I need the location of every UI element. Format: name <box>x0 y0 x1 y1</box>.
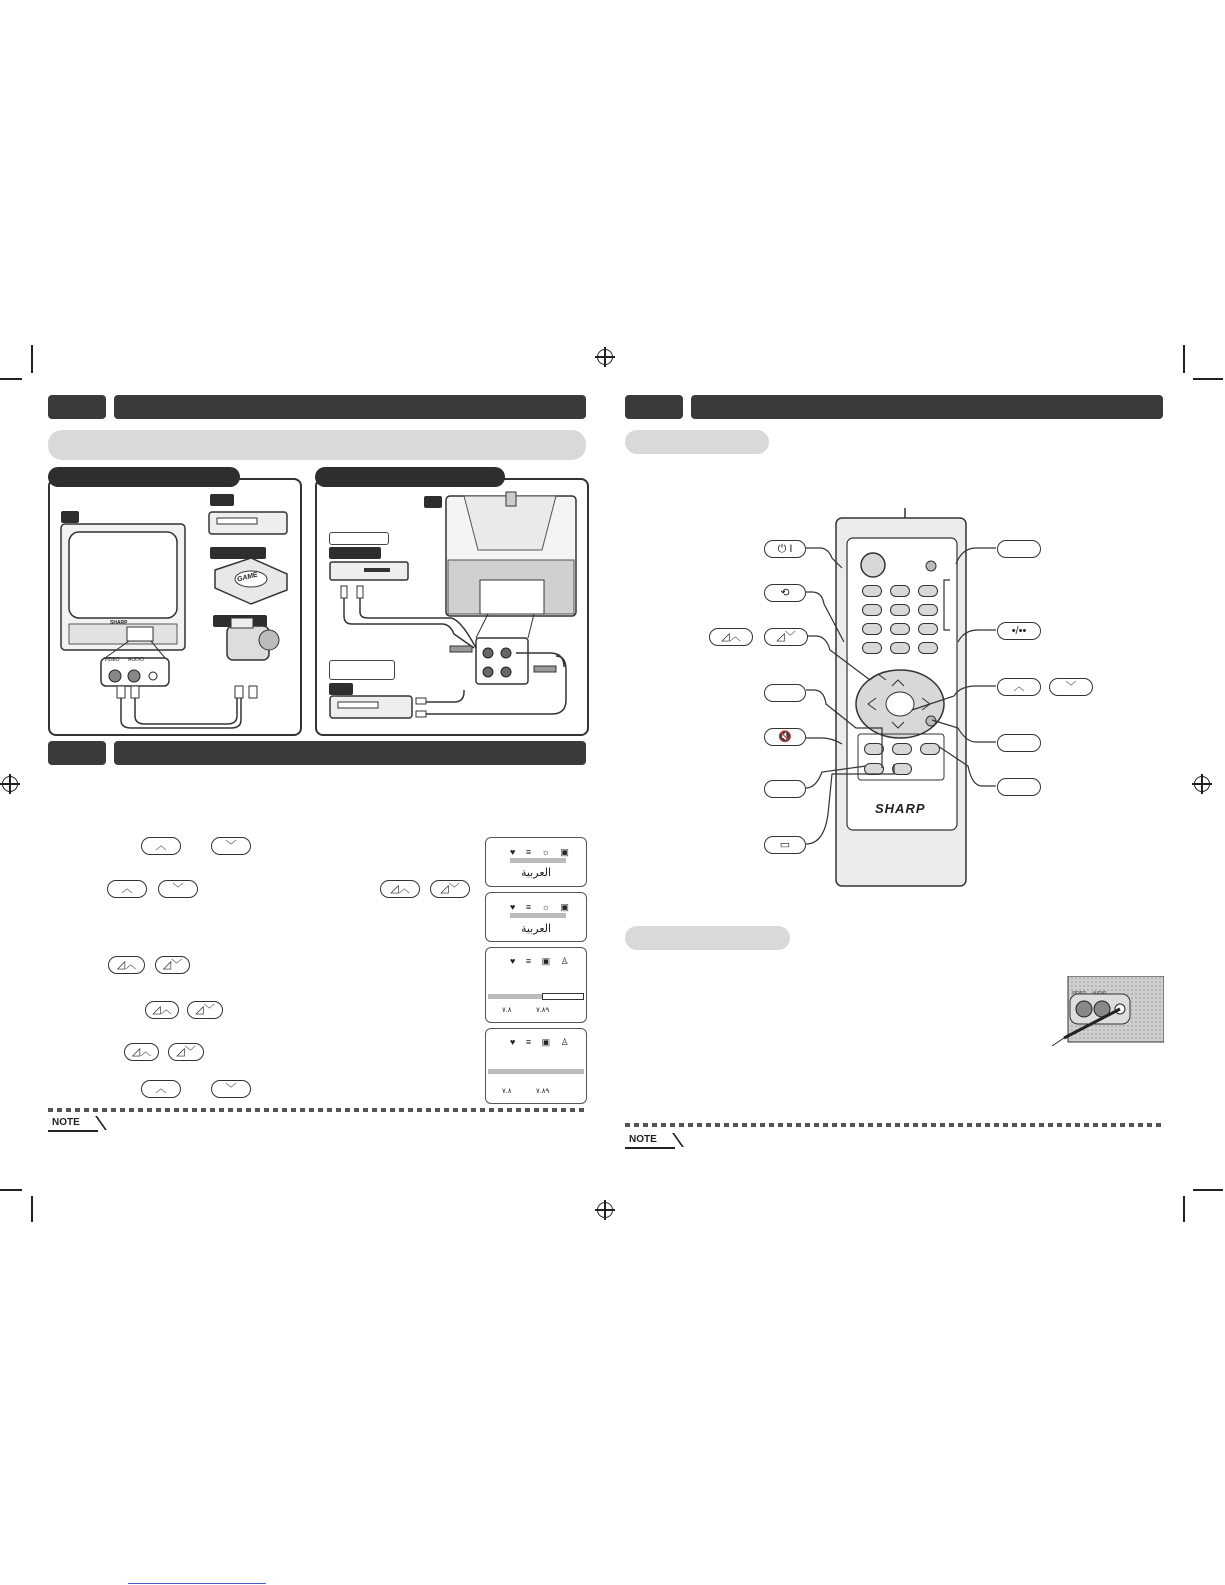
osd-value-a: ٧.٨ <box>502 1007 512 1014</box>
osd-highlight <box>510 913 566 918</box>
volume-up-key[interactable]: ◿︿ <box>380 880 420 898</box>
remote-callout[interactable] <box>997 734 1041 752</box>
subtitle-callout[interactable]: ▭ <box>764 836 806 854</box>
rear-panel-header <box>315 467 505 487</box>
osd-screen <box>485 947 587 1023</box>
menu-icons: ♥ ≡ ☼ ▣ <box>510 902 573 912</box>
osd-screen <box>485 892 587 942</box>
note-label: NOTE <box>48 1116 98 1132</box>
osd-screen <box>485 1028 587 1104</box>
crop-mark <box>1193 1189 1223 1191</box>
crop-mark <box>31 1196 33 1222</box>
crop-mark <box>1183 1196 1185 1222</box>
osd-slider-thumb <box>542 993 584 1000</box>
channel-up-key[interactable]: ︿ <box>141 837 181 855</box>
crop-mark <box>1193 378 1223 380</box>
registration-mark <box>597 1202 613 1218</box>
channel-down-key[interactable]: ﹀ <box>211 1080 251 1098</box>
headphone-audio-label: AUDIO <box>1092 990 1107 995</box>
game-console-label: GAME <box>236 571 259 584</box>
section-tab <box>48 741 106 765</box>
remote-callout[interactable] <box>997 540 1041 558</box>
crop-mark <box>0 378 22 380</box>
power-callout[interactable]: ⏻ I <box>764 540 806 558</box>
note-divider <box>625 1123 1163 1127</box>
note-label: NOTE <box>625 1133 675 1149</box>
osd-value-b: ٧.٨٩ <box>536 1088 550 1095</box>
volume-down-key[interactable]: ◿﹀ <box>430 880 470 898</box>
volume-down-callout[interactable]: ◿﹀ <box>764 628 808 646</box>
section-header-bar <box>691 395 1163 419</box>
note-divider <box>48 1108 586 1112</box>
volume-up-callout[interactable]: ◿︿ <box>709 628 753 646</box>
osd-highlight <box>488 1069 584 1074</box>
crop-mark <box>0 1189 22 1191</box>
headphone-subsection-banner <box>625 926 790 950</box>
footer-rule <box>128 1583 266 1584</box>
tv-brand-label: SHARP <box>110 620 128 626</box>
audio-jack-label: AUDIO <box>128 657 144 663</box>
channel-down-key[interactable]: ﹀ <box>211 837 251 855</box>
menu-icons: ♥ ≡ ☼ ▣ <box>510 847 573 857</box>
channel-down-key[interactable]: ﹀ <box>158 880 198 898</box>
registration-mark <box>597 349 613 365</box>
osd-language-text: العربية <box>520 922 552 935</box>
osd-highlight <box>510 858 566 863</box>
volume-up-key[interactable]: ◿︿ <box>145 1001 179 1019</box>
volume-up-key[interactable]: ◿︿ <box>124 1043 159 1061</box>
volume-down-key[interactable]: ◿﹀ <box>155 956 190 974</box>
remote-brand-logo: SHARP <box>875 801 926 816</box>
osd-value-a: ٧.٨ <box>502 1088 512 1095</box>
rear-connection-illustration <box>320 490 582 728</box>
osd-language-text: العربية <box>520 866 552 879</box>
channel-up-key[interactable]: ︿ <box>107 880 147 898</box>
headphone-video-label: VIDEO <box>1072 990 1087 995</box>
headphone-jack-illustration <box>1050 976 1164 1048</box>
channel-up-callout[interactable]: ︿ <box>997 678 1041 696</box>
section-tab <box>48 395 106 419</box>
volume-down-key[interactable]: ◿﹀ <box>168 1043 204 1061</box>
channel-up-key[interactable]: ︿ <box>141 1080 181 1098</box>
osd-value-b: ٧.٨٩ <box>536 1007 550 1014</box>
volume-up-key[interactable]: ◿︿ <box>108 956 145 974</box>
volume-down-key[interactable]: ◿﹀ <box>187 1001 223 1019</box>
channel-down-callout[interactable]: ﹀ <box>1049 678 1093 696</box>
front-panel-header <box>48 467 240 487</box>
section-tab <box>625 395 683 419</box>
registration-mark <box>1194 776 1210 792</box>
remote-callout[interactable] <box>764 780 806 798</box>
flashback-callout[interactable]: ⟲ <box>764 584 806 602</box>
section-header-bar <box>114 395 586 419</box>
video-jack-label: VIDEO <box>104 657 120 663</box>
registration-mark <box>2 776 18 792</box>
crop-mark <box>1183 345 1185 373</box>
remote-callout[interactable] <box>764 684 806 702</box>
remote-callout[interactable] <box>997 778 1041 796</box>
osd-screen <box>485 837 587 887</box>
remote-subsection-banner <box>625 430 769 454</box>
menu-icons: ♥ ≡ ▣ ♙ <box>510 956 573 966</box>
subsection-banner <box>48 430 586 460</box>
mute-callout[interactable]: 🔇 <box>764 728 806 746</box>
dot-dash-callout[interactable]: •/•• <box>997 622 1041 640</box>
section-header-bar <box>114 741 586 765</box>
front-connection-illustration <box>55 500 295 730</box>
crop-mark <box>31 345 33 373</box>
menu-icons: ♥ ≡ ▣ ♙ <box>510 1037 573 1047</box>
